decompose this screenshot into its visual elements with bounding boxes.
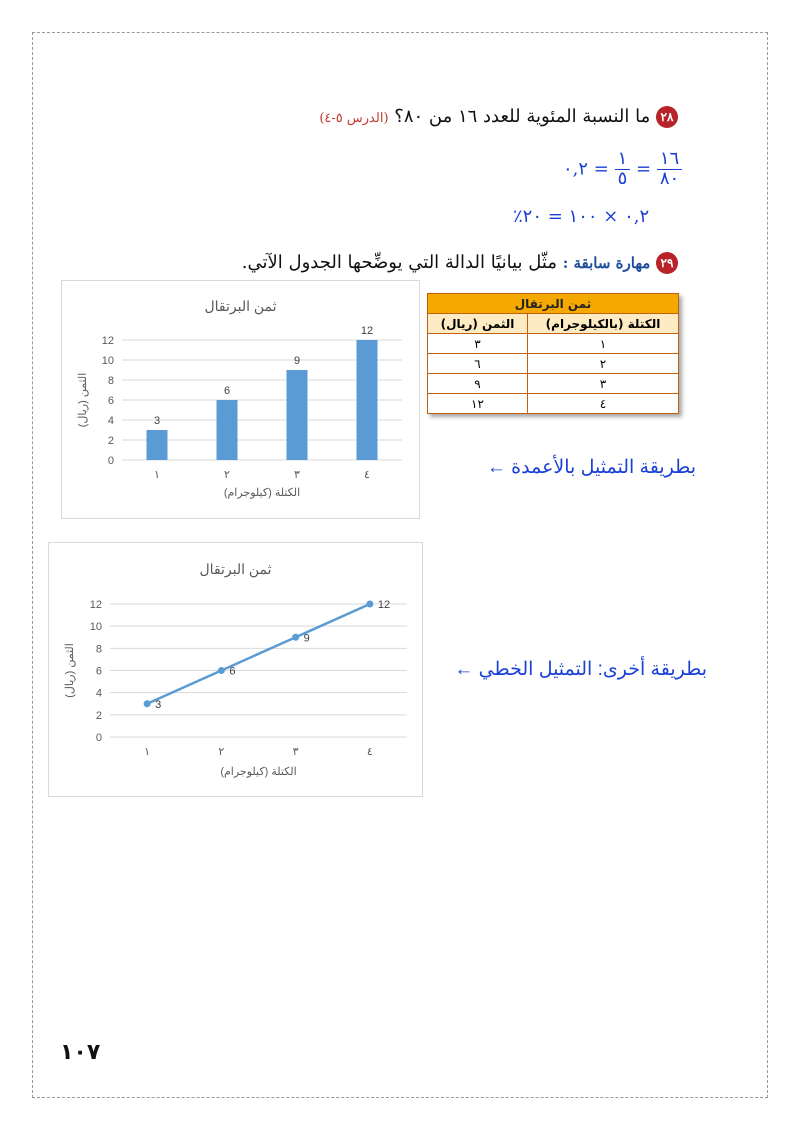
y-tick-label: 10 xyxy=(101,355,114,367)
table-cell: ٣ xyxy=(428,334,528,354)
data-label: 3 xyxy=(155,698,162,711)
equals-sign: = xyxy=(593,158,609,180)
x-tick-label: ٣ xyxy=(294,469,300,481)
chart-title: ثمن البرتقال xyxy=(204,298,277,314)
data-label: 6 xyxy=(229,665,236,678)
table-row xyxy=(428,354,679,374)
skill-label: مهارة سابقة : xyxy=(562,254,651,272)
series-line xyxy=(147,604,370,704)
fraction-denominator: ٨٠ xyxy=(659,167,680,189)
data-label: 9 xyxy=(303,632,310,645)
lesson-reference: (الدرس ٥-٤) xyxy=(319,111,389,126)
price-table xyxy=(427,293,679,414)
table-cell: ١٢ xyxy=(428,394,528,414)
line-chart xyxy=(49,543,422,796)
fraction-numerator: ١ xyxy=(615,150,631,170)
y-axis-label: الثمن (ريال) xyxy=(64,643,76,698)
table-cell: ١ xyxy=(528,334,679,354)
data-point xyxy=(218,667,225,674)
question-29 xyxy=(242,252,678,274)
x-tick-label: ٢ xyxy=(224,469,230,481)
data-label: 6 xyxy=(223,385,231,397)
y-axis-label: الثمن (ريال) xyxy=(77,372,89,428)
data-point xyxy=(292,634,299,641)
question-text: مثّل بيانيًا الدالة التي يوضِّحها الجدول الآتي. xyxy=(241,252,557,273)
x-tick-label: ٢ xyxy=(218,746,225,758)
y-tick-label: 2 xyxy=(95,709,102,722)
data-label: 9 xyxy=(293,355,301,367)
y-tick-label: 12 xyxy=(89,599,102,611)
answer-line-1 xyxy=(563,150,682,189)
y-tick-label: 10 xyxy=(89,621,102,634)
x-tick-label: ٣ xyxy=(292,746,299,758)
bar xyxy=(147,430,168,460)
y-tick-label: 6 xyxy=(95,665,102,678)
y-tick-label: 0 xyxy=(107,455,114,467)
y-tick-label: 8 xyxy=(107,375,114,387)
answer-result: ٠,٢ xyxy=(563,158,589,180)
y-tick-label: 2 xyxy=(107,435,114,447)
table-row xyxy=(428,374,679,394)
y-tick-label: 4 xyxy=(107,415,114,427)
chart-title: ثمن البرتقال xyxy=(199,561,272,577)
x-tick-label: ١ xyxy=(144,746,151,758)
bar xyxy=(217,400,238,460)
note-line-method: بطريقة أخرى: التمثيل الخطي ← xyxy=(454,659,707,680)
table-caption: ثمن البرتقال xyxy=(428,294,679,314)
data-label: 3 xyxy=(153,415,161,427)
line-chart-frame xyxy=(48,542,423,797)
answer-line-2: ٠,٢ × ١٠٠ = ٢٠٪ xyxy=(513,206,650,227)
bar-chart-frame xyxy=(61,280,420,519)
question-28 xyxy=(319,106,678,128)
data-point xyxy=(144,700,151,707)
bar xyxy=(287,370,308,460)
table-row xyxy=(428,334,679,354)
x-tick-label: ٤ xyxy=(366,746,373,758)
table-header-mass: الكتلة (بالكيلوجرام) xyxy=(528,314,679,334)
bar-chart xyxy=(62,281,419,518)
fraction-denominator: ٥ xyxy=(617,167,628,189)
y-tick-label: 6 xyxy=(107,395,114,407)
equals-sign: = xyxy=(636,158,652,180)
fraction-16-80 xyxy=(657,150,682,189)
page-number: ١٠٧ xyxy=(60,1040,101,1065)
question-number-badge: ٢٩ xyxy=(656,252,678,274)
table-cell: ٢ xyxy=(528,354,679,374)
y-tick-label: 0 xyxy=(95,732,102,744)
data-point xyxy=(366,601,373,608)
bar xyxy=(357,340,378,460)
table-header-price: الثمن (ريال) xyxy=(428,314,528,334)
question-text: ما النسبة المئوية للعدد ١٦ من ٨٠؟ xyxy=(394,106,651,127)
data-label: 12 xyxy=(360,325,374,337)
table-cell: ٦ xyxy=(428,354,528,374)
x-axis-label: الكتلة (كيلوجرام) xyxy=(220,766,297,778)
x-axis-label: الكتلة (كيلوجرام) xyxy=(223,487,301,499)
table-row xyxy=(428,394,679,414)
fraction-one-fifth xyxy=(615,150,631,189)
y-tick-label: 12 xyxy=(101,335,114,347)
table-cell: ٣ xyxy=(528,374,679,394)
fraction-numerator: ١٦ xyxy=(657,150,682,170)
y-tick-label: 8 xyxy=(95,643,102,656)
note-bar-method: بطريقة التمثيل بالأعمدة ← xyxy=(486,457,696,478)
x-tick-label: ٤ xyxy=(364,469,370,481)
question-number-badge: ٢٨ xyxy=(656,106,678,128)
data-label: 12 xyxy=(377,599,391,611)
table-cell: ٤ xyxy=(528,394,679,414)
y-tick-label: 4 xyxy=(95,687,102,700)
table-cell: ٩ xyxy=(428,374,528,394)
x-tick-label: ١ xyxy=(154,469,160,481)
